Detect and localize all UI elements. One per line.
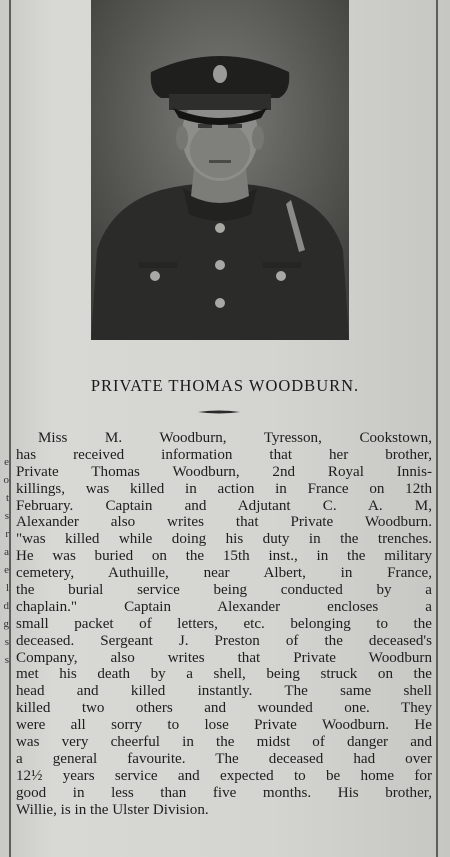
article-title: PRIVATE THOMAS WOODBURN. <box>90 376 360 395</box>
fragment: s <box>4 510 9 522</box>
column-rule-right <box>436 0 438 857</box>
fragment: s <box>4 654 9 666</box>
soldier-portrait-photo <box>91 0 349 340</box>
fragment: g <box>3 618 9 630</box>
article-line: cemetery, Authuille, near Albert, in France, <box>16 565 432 582</box>
article-body <box>16 430 432 818</box>
article-line: met his death by a shell, being struck on the <box>16 666 432 683</box>
article-line: the burial service being conducted by a <box>16 582 432 599</box>
article-line: Company, also writes that Private Woodburn <box>16 649 432 666</box>
article-line: a general favourite. The deceased had over <box>16 750 432 767</box>
fragment: r <box>5 528 9 540</box>
portrait-illustration <box>91 0 349 340</box>
fragment: t <box>5 492 9 504</box>
fragment: d <box>3 600 9 612</box>
article-line: Private Thomas Woodburn, 2nd Royal Innis- <box>16 463 432 480</box>
article-line: Alexander also writes that Private Woodburn. <box>16 514 432 531</box>
fragment: e <box>4 564 9 576</box>
article-line: Willie, is in the Ulster Division. <box>16 801 209 818</box>
article-line: good in less than five months. His brother, <box>16 784 432 801</box>
article-line: has received information that her brother, <box>16 446 432 463</box>
fragment: a <box>4 546 9 558</box>
article-line: "was killed while doing his duty in the trenches. <box>16 531 432 548</box>
article-line: killings, was killed in action in France on 12th <box>16 480 432 497</box>
article-line: small packet of letters, etc. belonging to the <box>16 615 432 632</box>
fragment: l <box>5 582 9 594</box>
article-line: were all sorry to lose Private Woodburn. He <box>16 717 432 734</box>
article-line: He was buried on the 15th inst., in the military <box>16 548 432 565</box>
article-line: killed two others and wounded one. They <box>16 700 432 717</box>
article-line: Miss M. Woodburn, Tyresson, Cookstown, <box>38 430 432 446</box>
fragment: e <box>4 456 9 468</box>
column-rule-left <box>9 0 11 857</box>
article-line: head and killed instantly. The same shell <box>16 683 432 700</box>
fragment: s <box>4 636 9 648</box>
article-line: February. Captain and Adjutant C. A. M, <box>16 497 432 514</box>
article-line: 12½ years service and expected to be home for <box>16 767 432 784</box>
article-line: deceased. Sergeant J. Preston of the deceased's <box>16 632 432 649</box>
fragment: o <box>3 474 9 486</box>
adjacent-column-fragments <box>0 455 9 671</box>
title-flourish-divider <box>198 410 240 414</box>
article-line: chaplain." Captain Alexander encloses a <box>16 598 432 615</box>
article-line: was very cheerful in the midst of danger and <box>16 734 432 751</box>
